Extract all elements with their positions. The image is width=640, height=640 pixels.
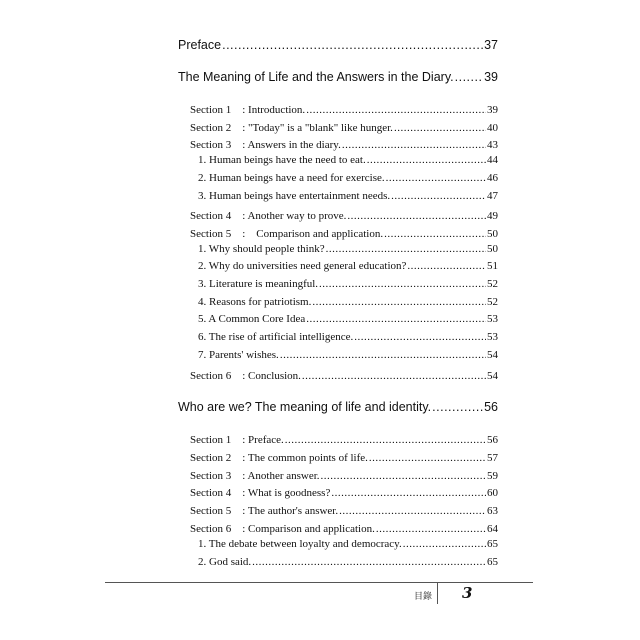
toc-entry-page: 63: [487, 505, 498, 518]
toc-subsection-entry: [198, 154, 498, 166]
toc-entry-label: Section 1 : Preface.: [190, 434, 284, 446]
dot-leader: [312, 296, 486, 308]
toc-entry-label: 3. Human beings have entertainment needs.: [198, 189, 391, 202]
toc-entry-label: 4. Reasons for patriotism.: [198, 295, 312, 308]
toc-entry-label: Who are we? The meaning of life and identity.: [178, 400, 432, 414]
toc-entry-label: Preface: [178, 38, 222, 52]
toc-subsection-entry: [198, 538, 498, 550]
toc-entry-page: 39: [484, 70, 498, 84]
dot-leader: [331, 487, 486, 499]
toc-entry-label: Section 6 : Conclusion.: [190, 369, 301, 382]
toc-section-entry: [190, 207, 498, 223]
toc-entry-label: Section 2 : "Today" is a "blank" like hunger.: [190, 121, 393, 134]
dot-leader: [321, 470, 486, 482]
toc-entry-page: 49: [487, 210, 498, 223]
dot-leader: [455, 70, 483, 84]
toc-entry-page: 56: [487, 434, 498, 446]
dot-leader: [342, 139, 486, 151]
dot-leader: [432, 400, 483, 414]
toc-subsection-entry: [198, 313, 498, 325]
toc-entry-page: 44: [487, 154, 498, 167]
toc-entry-page: 65: [487, 537, 498, 550]
toc-subsection-entry: [198, 349, 498, 361]
toc-entry-page: 37: [484, 38, 498, 52]
toc-entry-label: 1. Why should people think?: [198, 242, 325, 255]
toc-entry-page: 52: [487, 295, 498, 308]
toc-section-entry: [190, 520, 498, 536]
toc-entry-label: Section 6 : Comparison and application.: [190, 523, 375, 535]
dot-leader: [306, 104, 486, 116]
dot-leader: [306, 313, 486, 325]
toc-subsection-entry: [198, 556, 498, 568]
dot-leader: [285, 434, 486, 446]
toc-entry-page: 47: [487, 189, 498, 202]
toc-entry-page: 59: [487, 469, 498, 482]
toc-entry-page: 53: [487, 313, 498, 326]
dot-leader: [326, 243, 486, 255]
toc-entry-page: 54: [487, 369, 498, 382]
toc-entry-label: Section 3 : Another answer.: [190, 469, 320, 482]
dot-leader: [367, 154, 486, 166]
toc-entry-preface: [178, 38, 498, 52]
dot-leader: [376, 523, 486, 535]
toc-entry-label: 1. The debate between loyalty and democracy.: [198, 537, 402, 550]
toc-entry-page: 50: [487, 242, 498, 255]
toc-entry-label: Section 5 : Comparison and application.: [190, 227, 384, 240]
dot-leader: [252, 556, 486, 568]
dot-leader: [403, 538, 486, 550]
toc-section-entry: [190, 119, 498, 135]
toc-entry-label: Section 3 : Answers in the diary.: [190, 139, 341, 152]
toc-entry-label: 2. Human beings have a need for exercise.: [198, 171, 385, 184]
toc-entry-page: 53: [487, 331, 498, 344]
dot-leader: [386, 172, 486, 184]
toc-entry-page: 57: [487, 451, 498, 464]
toc-entry-label: 2. Why do universities need general education?: [198, 260, 407, 273]
dot-leader: [280, 349, 486, 361]
toc-section-entry: [190, 431, 498, 447]
dot-leader: [384, 228, 486, 240]
toc-entry-page: 51: [487, 260, 498, 273]
toc-entry-label: 1. Human beings have the need to eat.: [198, 154, 366, 167]
toc-entry-label: Section 4 : What is goodness?: [190, 487, 331, 500]
dot-leader: [347, 210, 486, 222]
dot-leader: [391, 190, 486, 202]
toc-entry-label: The Meaning of Life and the Answers in the Diary.: [178, 70, 454, 84]
toc-entry-label: Section 4 : Another way to prove.: [190, 210, 347, 223]
dot-leader: [302, 370, 486, 382]
toc-subsection-entry: [198, 331, 498, 343]
toc-subsection-entry: [198, 172, 498, 184]
toc-section-entry: [190, 467, 498, 483]
footer-page-number: 3: [462, 584, 473, 602]
toc-entry-page: 60: [487, 487, 498, 500]
toc-entry-page: 43: [487, 139, 498, 152]
toc-chapter-1: [178, 70, 498, 84]
toc-section-entry: [190, 484, 498, 500]
dot-leader: [222, 38, 483, 52]
footer-divider: [437, 582, 438, 604]
toc-section-entry: [190, 367, 498, 383]
toc-entry-page: 64: [487, 523, 498, 535]
toc-subsection-entry: [198, 190, 498, 202]
toc-subsection-entry: [198, 278, 498, 290]
toc-subsection-entry: [198, 296, 498, 308]
toc-entry-page: 65: [487, 555, 498, 568]
toc-section-entry: [190, 449, 498, 465]
toc-entry-label: 2. God said.: [198, 555, 252, 568]
toc-subsection-entry: [198, 243, 498, 255]
toc-chapter-2: [178, 400, 498, 414]
toc-entry-page: 54: [487, 348, 498, 361]
toc-subsection-entry: [198, 260, 498, 272]
dot-leader: [394, 122, 486, 134]
toc-entry-page: 56: [484, 400, 498, 414]
dot-leader: [319, 278, 486, 290]
toc-entry-label: 7. Parents' wishes.: [198, 348, 279, 361]
dot-leader: [339, 505, 486, 517]
toc-entry-label: Section 1 : Introduction.: [190, 104, 306, 116]
footer-section-label: 目錄: [414, 592, 433, 602]
footer-rule: [105, 582, 533, 583]
toc-section-entry: [190, 502, 498, 518]
toc-entry-page: 46: [487, 171, 498, 184]
toc-entry-label: Section 5 : The author's answer.: [190, 505, 339, 518]
toc-entry-page: 39: [487, 104, 498, 116]
toc-entry-label: 6. The rise of artificial intelligence.: [198, 331, 354, 344]
toc-entry-label: 3. Literature is meaningful.: [198, 278, 319, 290]
toc-entry-page: 50: [487, 227, 498, 240]
dot-leader: [354, 331, 486, 343]
toc-entry-label: 5. A Common Core Idea: [198, 313, 306, 326]
toc-entry-page: 52: [487, 278, 498, 290]
toc-section-entry: [190, 225, 498, 241]
toc-section-entry: [190, 136, 498, 152]
dot-leader: [407, 260, 486, 272]
toc-entry-label: Section 2 : The common points of life.: [190, 451, 368, 464]
dot-leader: [369, 452, 486, 464]
toc-section-entry: [190, 101, 498, 117]
toc-entry-page: 40: [487, 121, 498, 134]
